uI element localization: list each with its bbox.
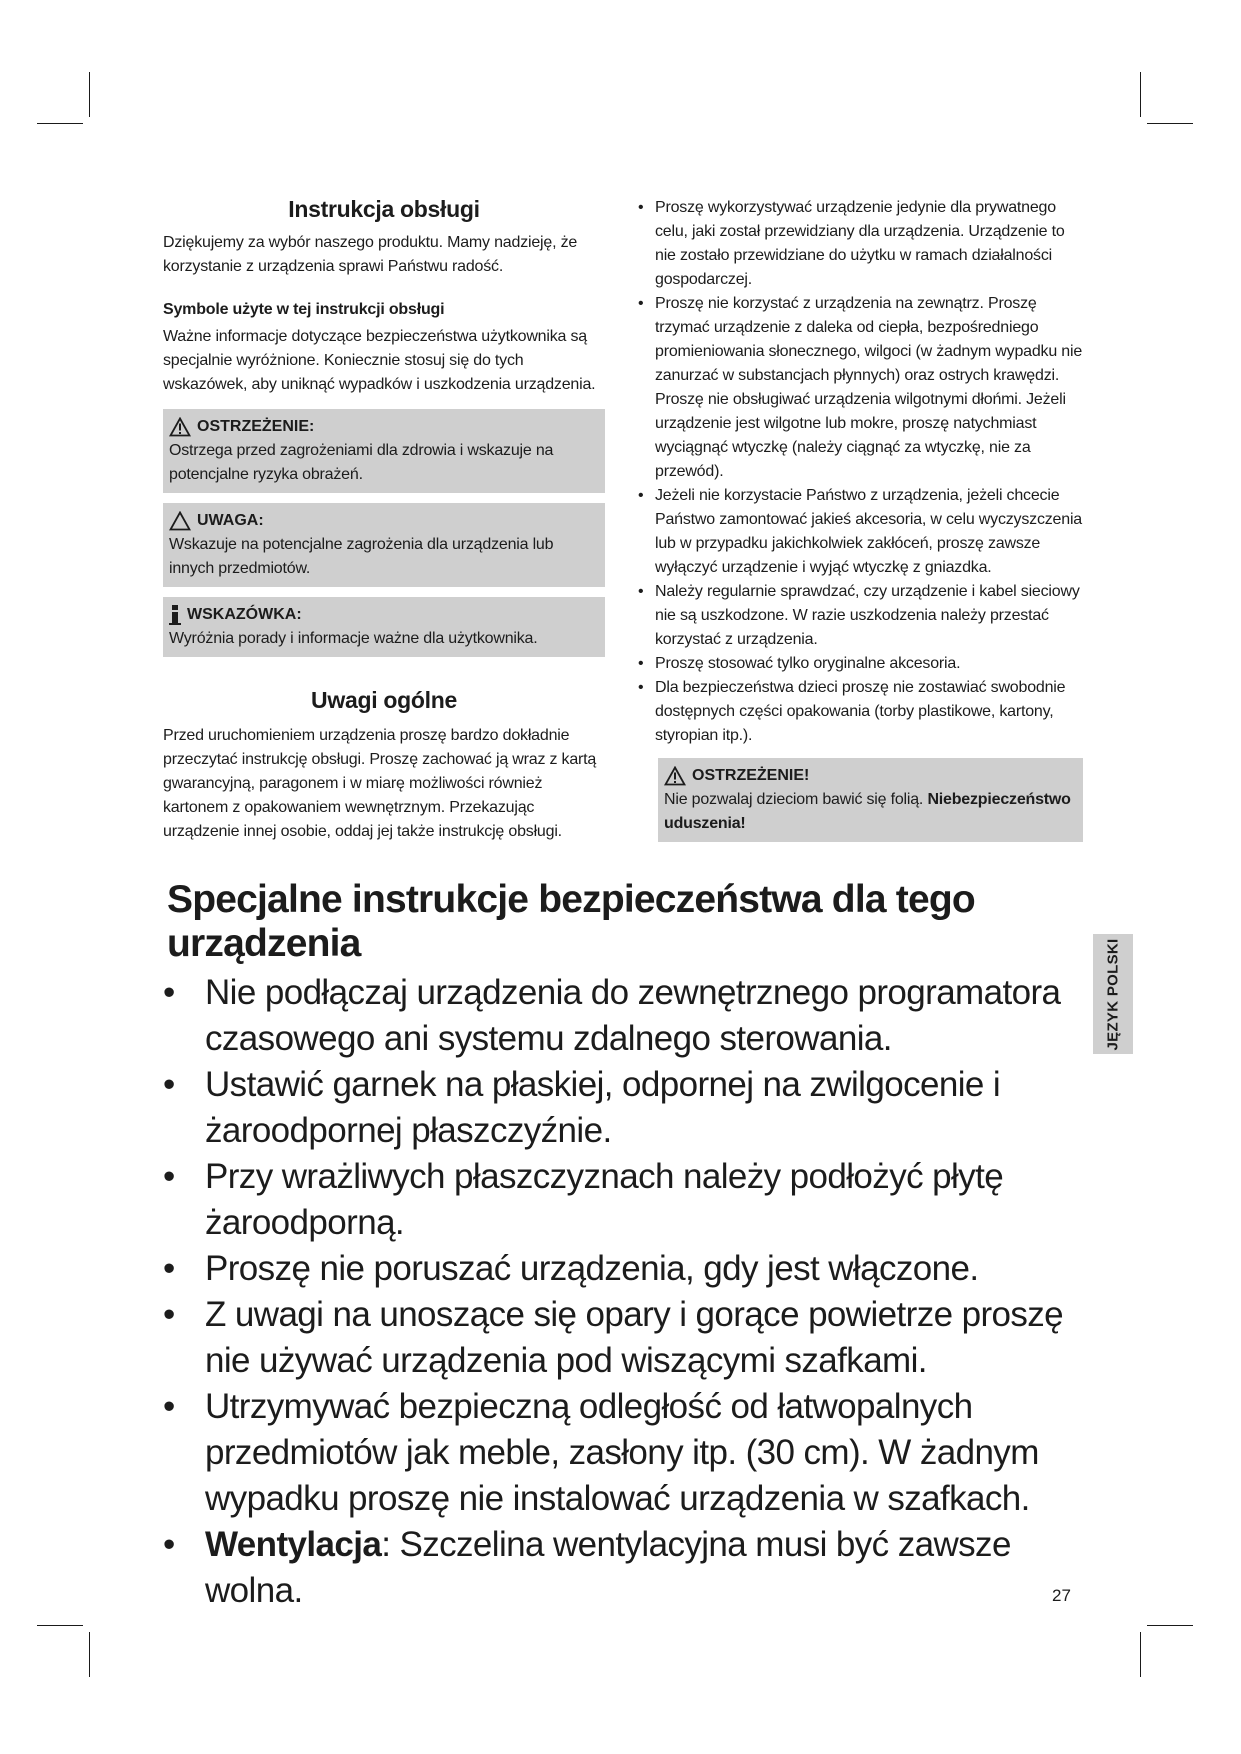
list-item bbox=[637, 484, 1083, 580]
caution-title: UWAGA: bbox=[197, 512, 264, 529]
list-item-text: Ustawić garnek na płaskiej, odpornej na zwilgocenie i żaroodpornej płaszczyźnie. bbox=[205, 1065, 1001, 1150]
list-item bbox=[637, 676, 1083, 748]
bullet: • bbox=[163, 1525, 175, 1564]
general-notes-text: Przed uruchomieniem urządzenia proszę bardzo dokładnie przeczytać instrukcję obsługi. Proszę zachować ją wraz z kartą gwarancyjną, paragonem i w miarę możliwości również kartonem z opakowaniem wewnętrznym. Przekazując urządzenie innej osobie, oddaj jej także instrukcję obsługi. bbox=[163, 727, 597, 840]
list-item bbox=[637, 292, 1083, 484]
list-item bbox=[637, 580, 1083, 652]
warning-triangle-icon bbox=[169, 417, 191, 437]
list-item-text: Proszę nie poruszać urządzenia, gdy jest włączone. bbox=[205, 1249, 979, 1288]
manual-title: Instrukcja obsługi bbox=[288, 196, 480, 222]
child-warning-title: OSTRZEŻENIE! bbox=[692, 767, 810, 784]
list-item-text: Należy regularnie sprawdzać, czy urządzenie i kabel sieciowy nie są uszkodzone. W razie uszkodzenia należy przestać korzystać z urządzenia. bbox=[655, 583, 1080, 648]
list-item-text: Proszę stosować tylko oryginalne akcesoria. bbox=[655, 655, 961, 672]
language-tab bbox=[1093, 934, 1133, 1054]
bullet: • bbox=[163, 1387, 175, 1426]
intro-text: Dziękujemy za wybór naszego produktu. Mamy nadzieję, że korzystanie z urządzenia sprawi Państwu radość. bbox=[163, 234, 578, 275]
warning-box bbox=[163, 409, 605, 493]
bullet: • bbox=[638, 583, 644, 600]
page-number: 27 bbox=[1052, 1586, 1071, 1605]
list-item-text: Utrzymywać bezpieczną odległość od łatwopalnych przedmiotów jak meble, zasłony itp. (30 cm). W żadnym wypadku proszę nie instalować urządzenia w szafkach. bbox=[205, 1387, 1039, 1518]
crop-mark bbox=[1140, 72, 1141, 117]
warning-title: OSTRZEŻENIE: bbox=[197, 418, 315, 435]
list-item bbox=[163, 970, 1083, 1062]
left-column bbox=[163, 196, 605, 844]
bullet: • bbox=[638, 487, 644, 504]
list-item bbox=[163, 1522, 1083, 1614]
special-safety-section bbox=[163, 878, 1083, 1614]
hint-title-row bbox=[169, 605, 599, 625]
list-item bbox=[163, 1292, 1083, 1384]
bullet: • bbox=[163, 973, 175, 1012]
crop-mark bbox=[89, 72, 90, 117]
caution-title-row bbox=[169, 511, 599, 531]
ventilation-text: : Szczelina wentylacyjna musi być zawsze wolna. bbox=[205, 1525, 1011, 1610]
warning-title-row bbox=[169, 417, 599, 437]
bullet: • bbox=[163, 1295, 175, 1334]
crop-mark bbox=[37, 1625, 83, 1626]
special-safety-list bbox=[163, 970, 1083, 1614]
crop-mark bbox=[89, 1632, 90, 1677]
list-item-text: Proszę wykorzystywać urządzenie jedynie dla prywatnego celu, jaki został przewidziany dla urządzenia. Urządzenie to nie zostało przewidziane do użytku w ramach działalności gospodarczej. bbox=[655, 199, 1065, 288]
hint-text: Wyróżnia porady i informacje ważne dla użytkownika. bbox=[169, 630, 538, 647]
bullet: • bbox=[638, 655, 644, 672]
crop-mark bbox=[1147, 1625, 1193, 1626]
child-warning-plain: Nie pozwalaj dzieciom bawić się folią. bbox=[664, 791, 924, 808]
list-item-text: Nie podłączaj urządzenia do zewnętrznego programatora czasowego ani systemu zdalnego sterowania. bbox=[205, 973, 1061, 1058]
list-item bbox=[163, 1062, 1083, 1154]
ventilation-label: Wentylacja bbox=[205, 1525, 382, 1564]
list-item bbox=[637, 652, 1083, 676]
child-warning-bold: Niebezpieczeństwo uduszenia! bbox=[664, 791, 1071, 832]
list-item-text: Przy wrażliwych płaszczyznach należy podłożyć płytę żaroodporną. bbox=[205, 1157, 1004, 1242]
crop-mark bbox=[1140, 1632, 1141, 1677]
list-item bbox=[163, 1246, 1083, 1292]
warning-text: Ostrzega przed zagrożeniami dla zdrowia i wskazuje na potencjalne ryzyka obrażeń. bbox=[169, 442, 554, 483]
list-item-text: Jeżeli nie korzystacie Państwo z urządzenia, jeżeli chcecie Państwo zamontować jakieś akcesoria, w celu wyczyszczenia lub w przypadku jakichkolwiek zakłóceń, proszę zawsze wyłączyć urządzenie i wyjąć wtyczkę z gniazdka. bbox=[655, 487, 1082, 576]
symbols-text: Ważne informacje dotyczące bezpieczeństwa użytkownika są specjalnie wyróżnione. Koniecznie stosuj się do tych wskazówek, aby uniknąć wypadków i uszkodzenia urządzenia. bbox=[163, 328, 596, 393]
crop-mark bbox=[1147, 123, 1193, 124]
list-item-text: Dla bezpieczeństwa dzieci proszę nie zostawiać swobodnie dostępnych części opakowania (torby plastikowe, kartony, styropian itp.). bbox=[655, 679, 1066, 744]
bullet: • bbox=[638, 295, 644, 312]
bullet: • bbox=[638, 199, 644, 216]
hint-title: WSKAZÓWKA: bbox=[187, 606, 302, 623]
bullet: • bbox=[638, 679, 644, 696]
bullet: • bbox=[163, 1157, 175, 1196]
list-item bbox=[163, 1154, 1083, 1246]
general-notes-title: Uwagi ogólne bbox=[311, 687, 457, 713]
child-warning-text bbox=[664, 788, 1077, 836]
language-tab-label: JĘZYK POLSKI bbox=[1104, 938, 1122, 1050]
list-item bbox=[163, 1384, 1083, 1522]
caution-triangle-icon bbox=[169, 511, 191, 531]
safety-list bbox=[637, 196, 1083, 748]
info-icon bbox=[169, 605, 181, 625]
list-item-text: Z uwagi na unoszące się opary i gorące powietrze proszę nie używać urządzenia pod wiszącymi szafkami. bbox=[205, 1295, 1064, 1380]
right-column bbox=[637, 196, 1083, 842]
bullet: • bbox=[163, 1249, 175, 1288]
list-item-text: Proszę nie korzystać z urządzenia na zewnątrz. Proszę trzymać urządzenie z daleka od ciepła, bezpośredniego promieniowania słonecznego, wilgoci (w żadnym wypadku nie zanurzać w substancjach płynnych) oraz ostrych krawędzi. Proszę nie obsługiwać urządzenia wilgotnymi dłońmi. Jeżeli urządzenie jest wilgotne lub mokre, proszę natychmiast wyciągnąć wtyczkę (należy ciągnąć za wtyczkę, nie za przewód). bbox=[655, 295, 1083, 480]
warning-triangle-icon bbox=[664, 766, 686, 786]
crop-mark bbox=[37, 123, 83, 124]
child-warning-box bbox=[658, 758, 1083, 842]
list-item bbox=[637, 196, 1083, 292]
child-warning-title-row bbox=[664, 766, 1077, 786]
symbols-heading: Symbole użyte w tej instrukcji obsługi bbox=[163, 301, 445, 318]
bullet: • bbox=[163, 1065, 175, 1104]
caution-text: Wskazuje na potencjalne zagrożenia dla urządzenia lub innych przedmiotów. bbox=[169, 536, 554, 577]
special-safety-title: Specjalne instrukcje bezpieczeństwa dla tego urządzenia bbox=[167, 878, 975, 965]
hint-box bbox=[163, 597, 605, 657]
caution-box bbox=[163, 503, 605, 587]
